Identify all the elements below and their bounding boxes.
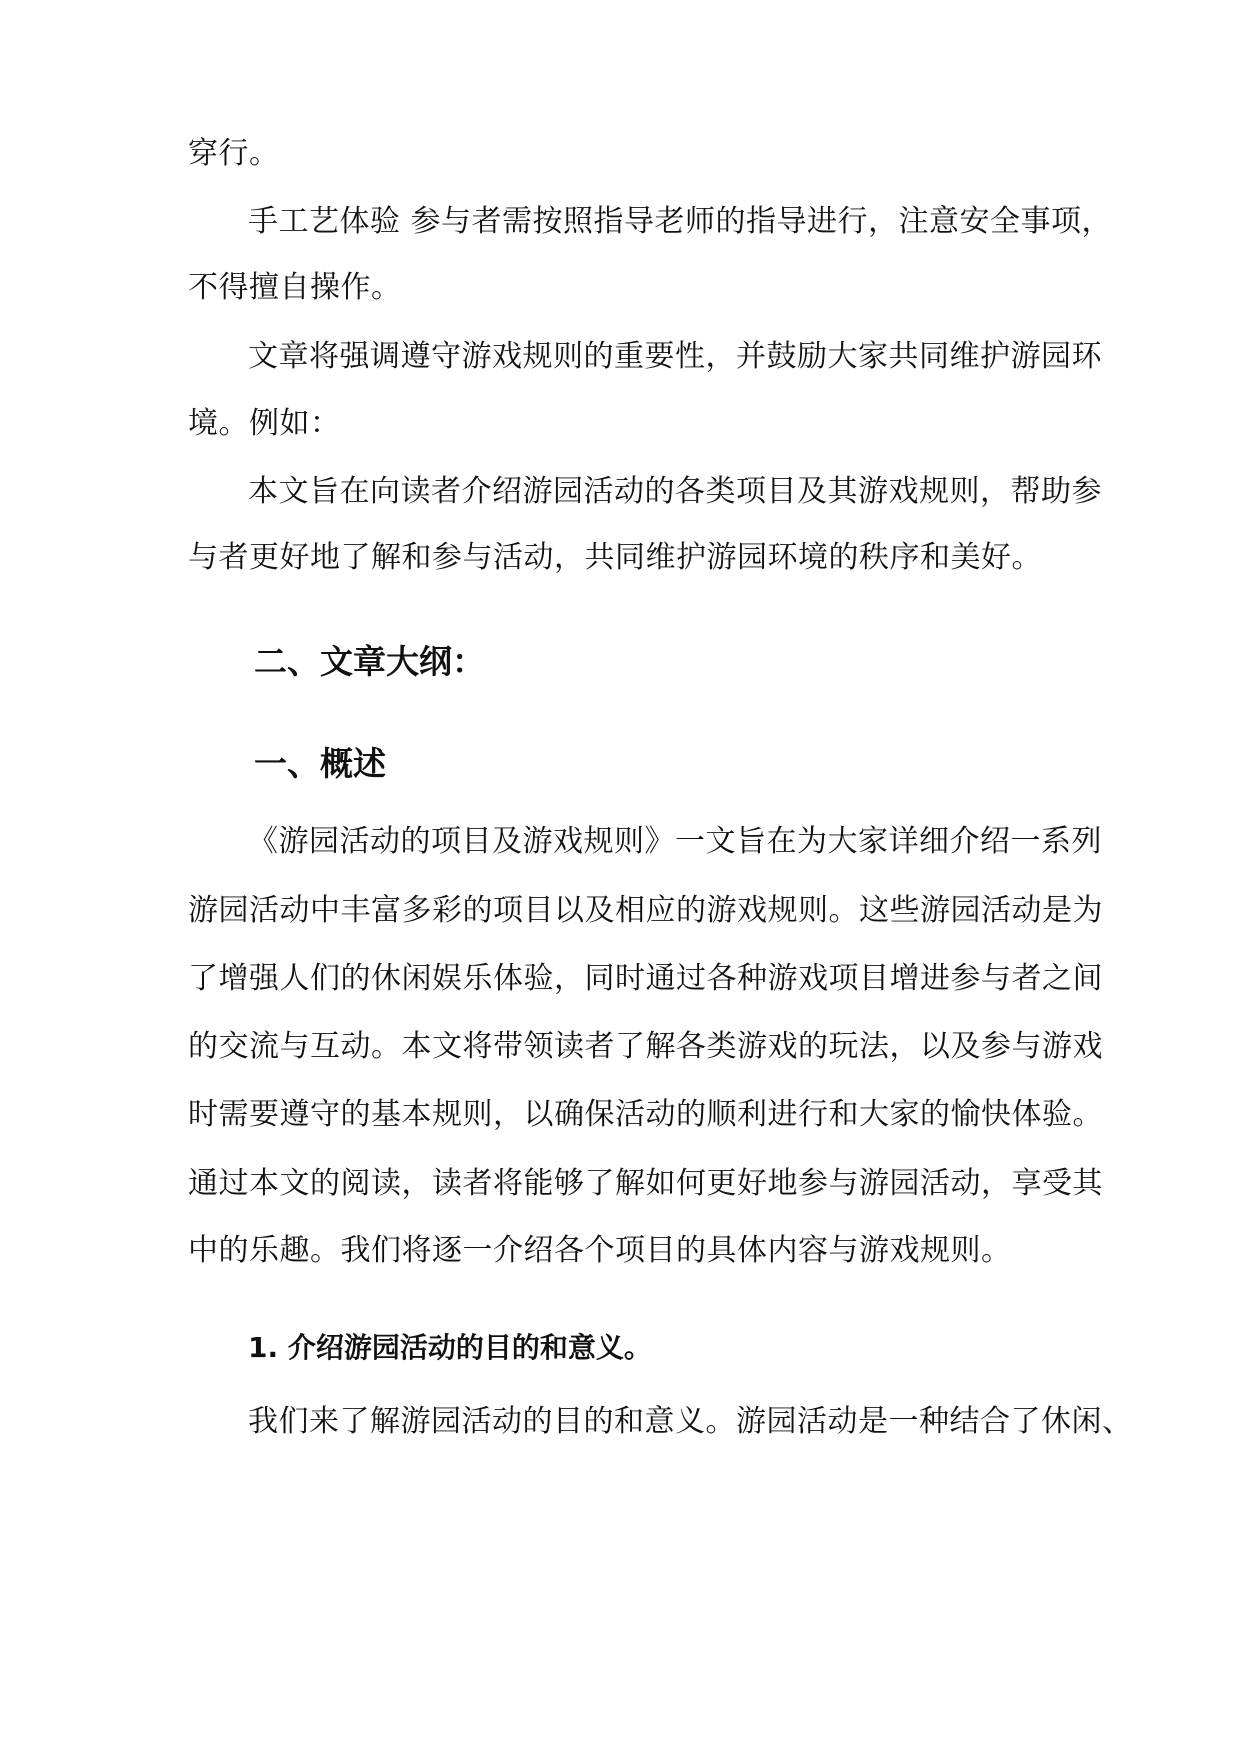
- purpose-line-1: 本文旨在向读者介绍游园活动的各类项目及其游戏规则，帮助参: [248, 474, 1102, 509]
- overview-line-3: 了增强人们的休闲娱乐体验，同时通过各种游戏项目增进参与者之间: [188, 961, 1103, 996]
- overview-line-6: 通过本文的阅读，读者将能够了解如何更好地参与游园活动，享受其: [188, 1166, 1103, 1201]
- heading-overview: 一、概述: [254, 744, 386, 783]
- handicraft-line-2: 不得擅自操作。: [188, 270, 402, 305]
- emphasis-line-2: 境。例如：: [188, 406, 341, 441]
- subheading-purpose-meaning: 1. 介绍游园活动的目的和意义。: [248, 1331, 652, 1364]
- handicraft-line-1: 手工艺体验 参与者需按照指导老师的指导进行，注意安全事项，: [248, 204, 1113, 239]
- purpose-line-2: 与者更好地了解和参与活动，共同维护游园环境的秩序和美好。: [188, 540, 1042, 575]
- overview-line-7: 中的乐趣。我们将逐一介绍各个项目的具体内容与游戏规则。: [188, 1233, 1012, 1268]
- overview-line-2: 游园活动中丰富多彩的项目以及相应的游戏规则。这些游园活动是为: [188, 893, 1103, 928]
- intro-line-1: 我们来了解游园活动的目的和意义。游园活动是一种结合了休闲、: [248, 1404, 1133, 1439]
- heading-outline: 二、文章大纲：: [254, 642, 485, 681]
- continuation-line: 穿行。: [188, 136, 280, 171]
- overview-line-1: 《游园活动的项目及游戏规则》一文旨在为大家详细介绍一系列: [248, 824, 1102, 859]
- emphasis-line-1: 文章将强调遵守游戏规则的重要性，并鼓励大家共同维护游园环: [248, 339, 1102, 374]
- overview-line-5: 时需要遵守的基本规则，以确保活动的顺利进行和大家的愉快体验。: [188, 1097, 1103, 1132]
- overview-line-4: 的交流与互动。本文将带领读者了解各类游戏的玩法，以及参与游戏: [188, 1029, 1103, 1064]
